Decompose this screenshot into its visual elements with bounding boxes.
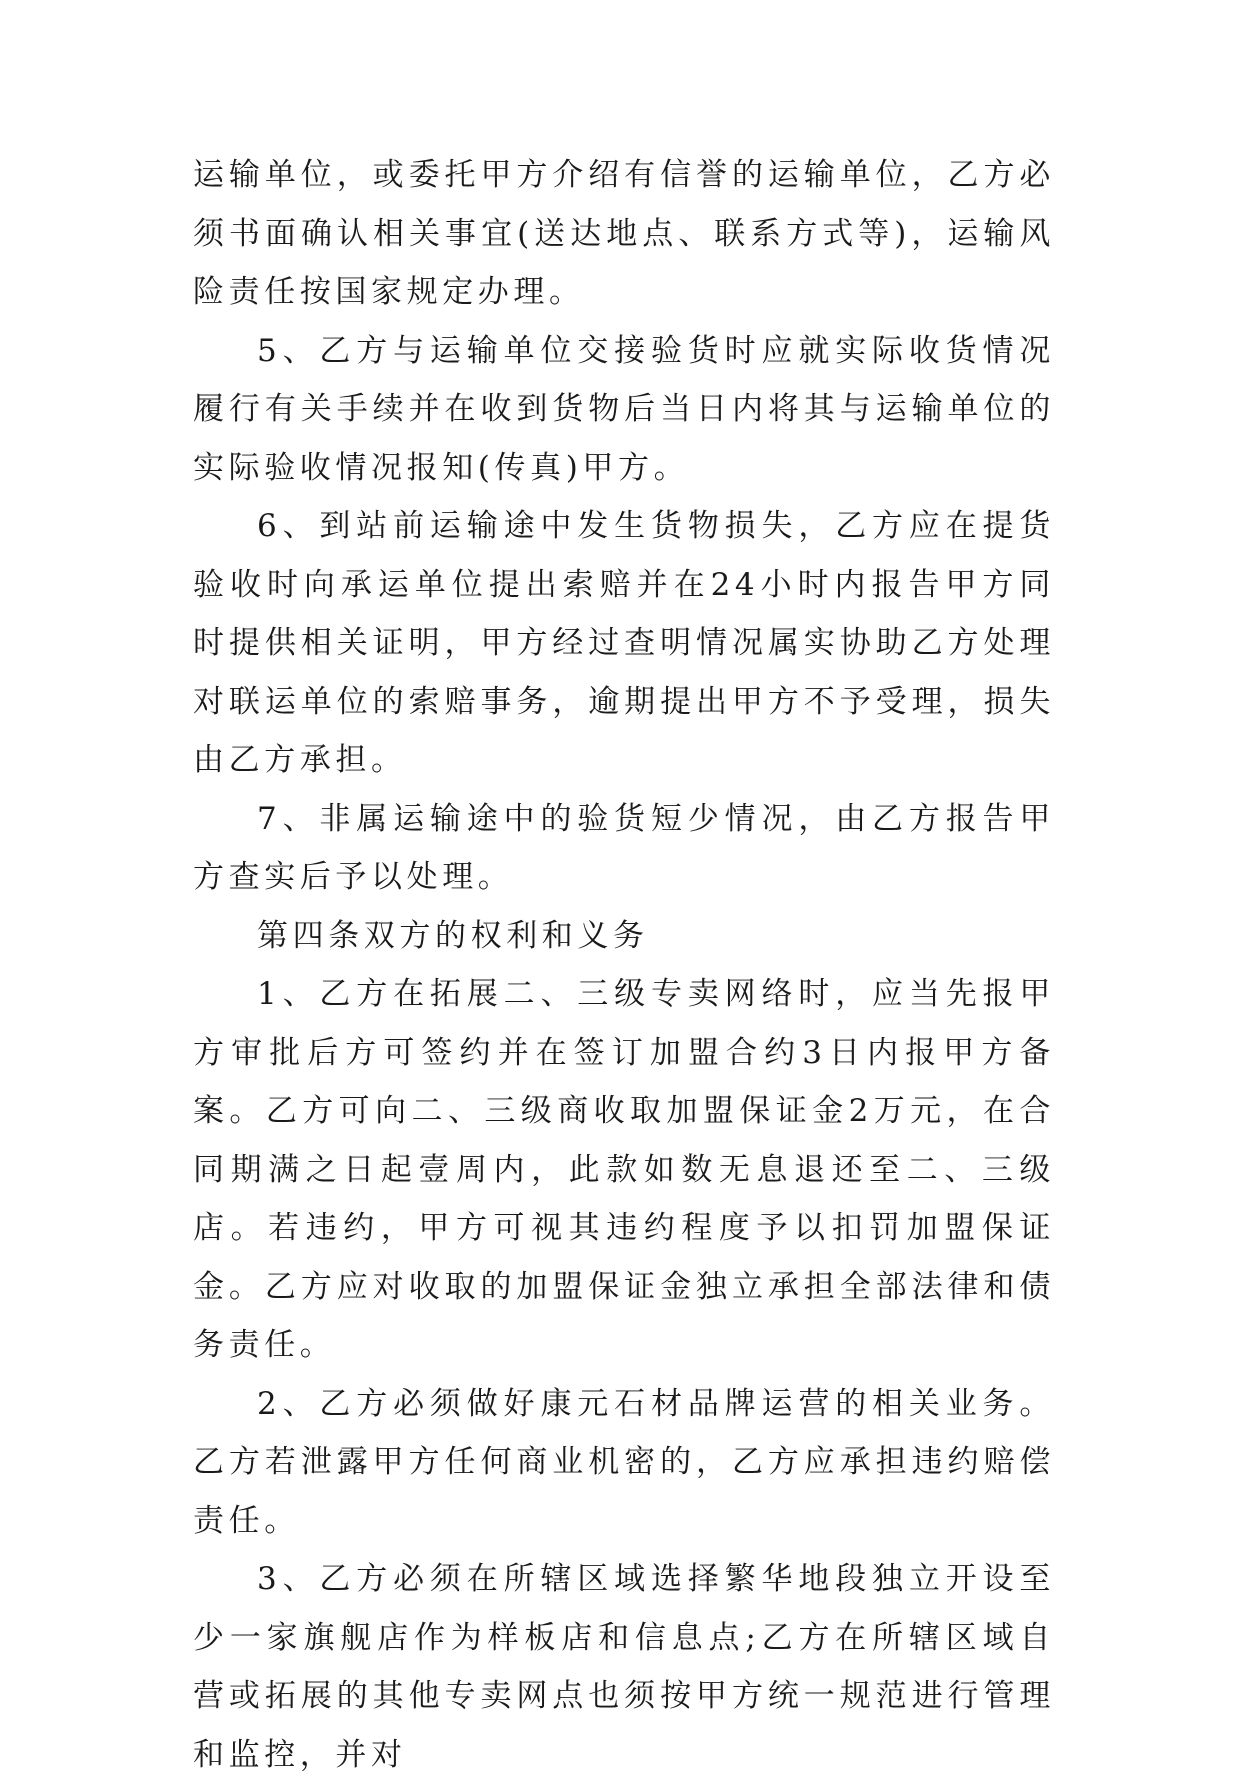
paragraph-clause-7: 7、非属运输途中的验货短少情况，由乙方报告甲方查实后予以处理。 xyxy=(193,800,1055,895)
paragraph-article-4-item-3: 3、乙方必须在所辖区域选择繁华地段独立开设至少一家旗舰店作为样板店和信息点;乙方在所辖区域自营或拓展的其他专卖网点也须按甲方统一规范进行管理和监控，并对 xyxy=(193,1561,1055,1773)
paragraph-transport-continued: 运输单位，或委托甲方介绍有信誉的运输单位，乙方必须书面确认相关事宜(送达地点、联系方式等)，运输风险责任按国家规定办理。 xyxy=(193,157,1055,310)
paragraph-clause-6: 6、到站前运输途中发生货物损失，乙方应在提货验收时向承运单位提出索赔并在24小时内报告甲方同时提供相关证明，甲方经过查明情况属实协助乙方处理对联运单位的索赔事务，逾期提出甲方不予受理，损失由乙方承担。 xyxy=(193,508,1055,778)
document-page xyxy=(193,146,1055,1784)
section-heading-article-4: 第四条双方的权利和义务 xyxy=(257,917,649,954)
paragraph-clause-5: 5、乙方与运输单位交接验货时应就实际收货情况履行有关手续并在收到货物后当日内将其与运输单位的实际验收情况报知(传真)甲方。 xyxy=(193,332,1055,486)
paragraph-article-4-item-1: 1、乙方在拓展二、三级专卖网络时，应当先报甲方审批后方可签约并在签订加盟合约3日内报甲方备案。乙方可向二、三级商收取加盟保证金2万元，在合同期满之日起壹周内，此款如数无息退还至二、三级店。若违约，甲方可视其违约程度予以扣罚加盟保证金。乙方应对收取的加盟保证金独立承担全部法律和债务责任。 xyxy=(193,976,1055,1363)
paragraph-article-4-item-2: 2、乙方必须做好康元石材品牌运营的相关业务。乙方若泄露甲方任何商业机密的，乙方应承担违约赔偿责任。 xyxy=(193,1385,1055,1539)
